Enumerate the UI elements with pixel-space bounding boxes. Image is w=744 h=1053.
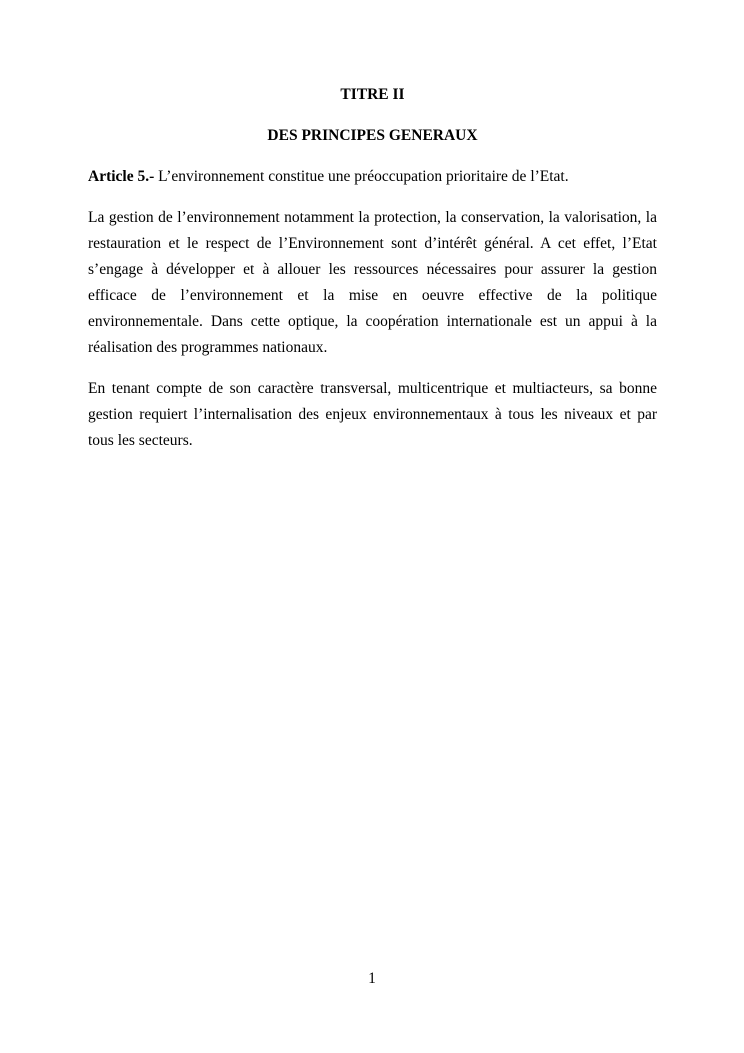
document-content <box>88 82 657 469</box>
article-label: Article 5.- <box>88 168 155 185</box>
subtitle-heading: DES PRINCIPES GENERAUX <box>267 127 478 144</box>
article-text: L’environnement constitue une préoccupation prioritaire de l’Etat. <box>158 168 569 185</box>
body-paragraph-1: La gestion de l’environnement notamment la protection, la conservation, la valorisation, la restauration et le respect de l’Environnement sont d’intérêt général. A cet effet, l’Etat s’engage à développer et à allouer les ressources nécessaires pour assurer la gestion efficace de l’environnement et la mise en oeuvre effective de la politique environnementale. Dans cette optique, la coopération internationale est un appui à la réalisation des programmes nationaux. <box>88 209 657 356</box>
page-number: 1 <box>368 970 376 987</box>
article-paragraph <box>88 164 657 190</box>
body-paragraph-2: En tenant compte de son caractère transversal, multicentrique et multiacteurs, sa bonne gestion requiert l’internalisation des enjeux environnementaux à tous les niveaux et par tous les secteurs. <box>88 380 657 449</box>
title-heading: TITRE II <box>340 86 405 103</box>
